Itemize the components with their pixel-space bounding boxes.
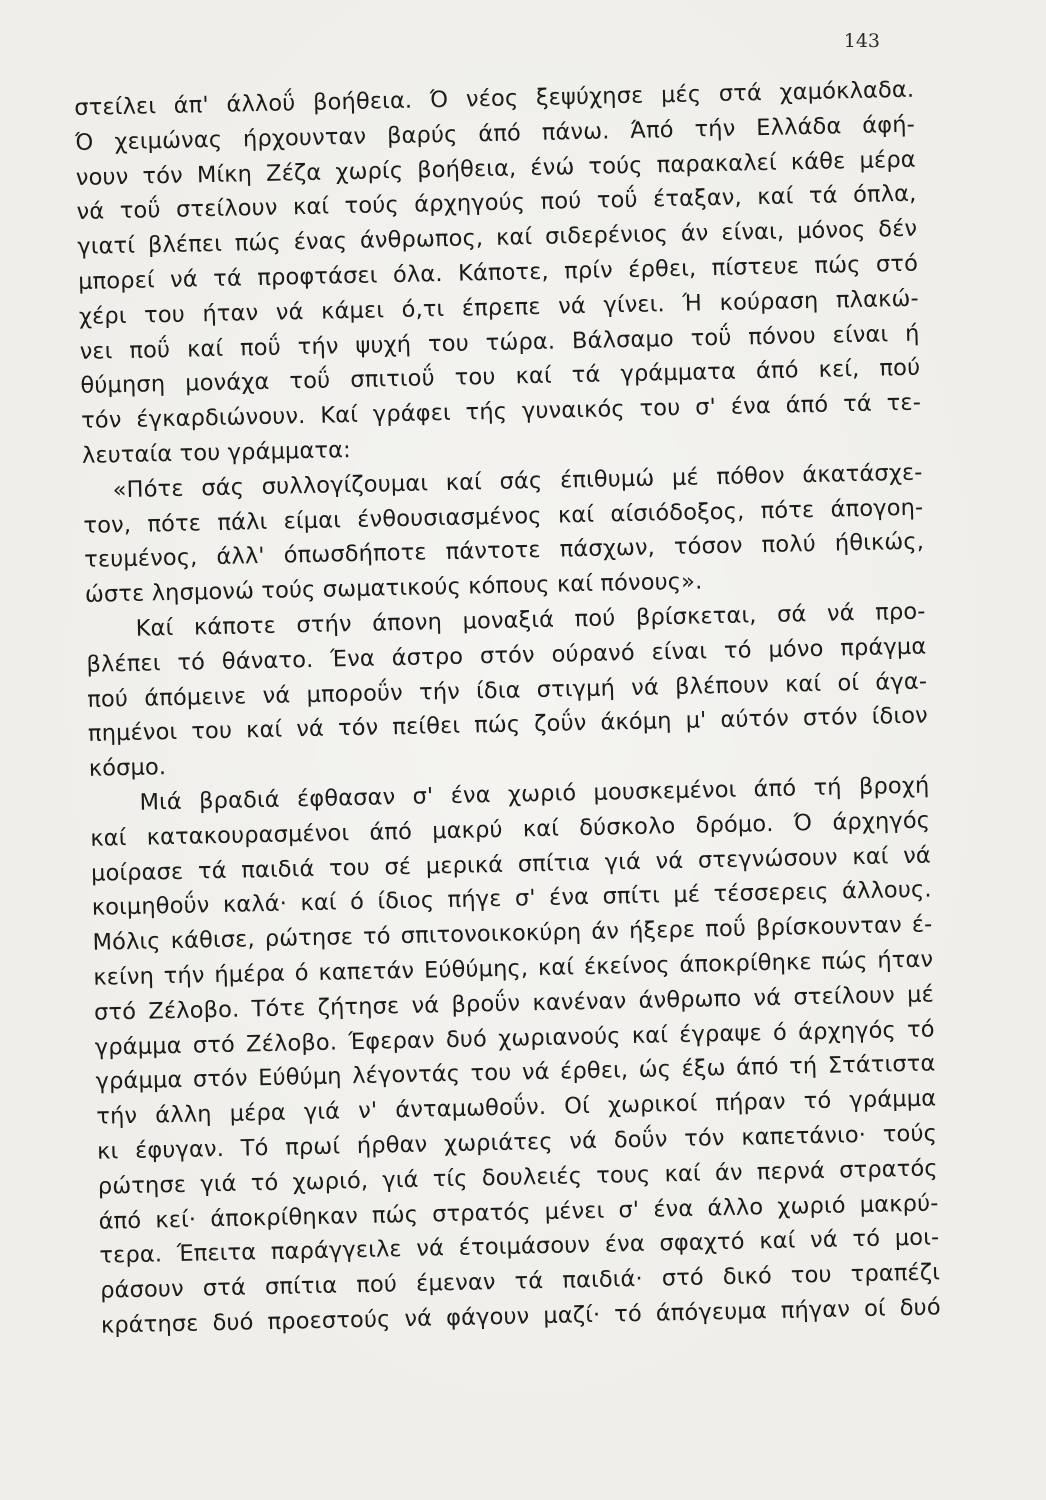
text-line: γιατί βλέπει πώς ένας άνθρωπος, καί σιδερένιος άν είναι, μόνος δέν — [77, 215, 918, 261]
text-line: γράμμα στόν Εύθύμη λέγοντάς του νά έρθει, ώς έξω άπό τή Στάτιστα — [95, 1050, 936, 1096]
text-line: πού άπόμεινε νά μποροΰν τήν ίδια στιγμή νά βλέπουν καί οί άγα- — [86, 668, 928, 713]
text-line: Καί κάποτε στήν άπονη μοναξιά πού βρίσκεται, σά νά προ- — [135, 598, 926, 642]
text-line: λευταία του γράμματα: — [81, 437, 352, 469]
body-text — [74, 73, 941, 1344]
text-line: κοιμηθοΰν καλά· καί ό ίδιος πήγε σ' ένα σπίτι μέ τέσσερεις άλλους. — [91, 876, 932, 922]
text-line: τήν άλλη μέρα γιά ν' άνταμωθοΰν. Οί χωρικοί πήραν τό γράμμα — [96, 1085, 937, 1130]
text-line: στείλει άπ' άλλοΰ βοήθεια. Ό νέος ξεψύχησε μές στά χαμόκλαδα. — [74, 76, 915, 121]
text-line: πημένοι του καί νά τόν πείθει πώς ζοΰν άκόμη μ' αύτόν στόν ίδιον — [87, 702, 929, 748]
text-line: νουν τόν Μίκη Ζέζα χωρίς βοήθεια, ένώ τούς παρακαλεί κάθε μέρα — [75, 146, 916, 191]
text-line: Μιά βραδιά έφθασαν σ' ένα χωριό μουσκεμένοι άπό τή βροχή — [139, 772, 930, 816]
text-line: κράτησε δυό προεστούς νά φάγουν μαζί· τό άπόγευμα πήγαν οί δυό — [100, 1294, 942, 1339]
text-line: καί κατακουρασμένοι άπό μακρύ καί δύσκολο δρόμο. Ό άρχηγός — [90, 807, 931, 852]
text-line: μπορεί νά τά προφτάσει όλα. Κάποτε, πρίν έρθει, πίστευε πώς στό — [77, 250, 919, 295]
text-line: μοίρασε τά παιδιά του σέ μερικά σπίτια γιά νά στεγνώσουν καί νά — [90, 842, 932, 887]
text-line: Μόλις κάθισε, ρώτησε τό σπιτονοικοκύρη άν ήξερε ποΰ βρίσκουνταν έ- — [92, 911, 933, 956]
text-line: χέρι του ήταν νά κάμει ό,τι έπρεπε νά γίνει. Ή κούραση πλακώ- — [78, 285, 920, 330]
text-line: κείνη τήν ήμέρα ό καπετάν Εύθύμης, καί έκείνος άποκρίθηκε πώς ήταν — [93, 946, 934, 991]
text-line: τερα. Έπειτα παράγγειλε νά έτοιμάσουν ένα σφαχτό καί νά τό μοι- — [99, 1224, 940, 1270]
text-line: γράμμα στό Ζέλοβο. Έφεραν δυό χωριανούς καί έγραψε ό άρχηγός τό — [94, 1015, 935, 1061]
text-line: Ό χειμώνας ήρχουνταν βαρύς άπό πάνω. Άπό τήν Ελλάδα άφή- — [74, 111, 916, 156]
quote-line: ώστε λησμονώ τούς σωματικούς κόπους καί πόνους». — [84, 568, 703, 609]
quote-line: τον, πότε πάλι είμαι ένθουσιασμένος καί αίσιόδοξος, πότε άπογοη- — [83, 494, 924, 539]
text-line: θύμηση μονάχα τοΰ σπιτιοΰ του καί τά γράμματα άπό κεί, πού — [80, 354, 921, 400]
text-line: βλέπει τό θάνατο. Ένα άστρο στόν ούρανό είναι τό μόνο πράγμα — [86, 633, 927, 678]
text-line: ράσουν στά σπίτια πού έμεναν τά παιδιά· στό δικό του τραπέζι — [99, 1259, 941, 1304]
text-line: ρώτησε γιά τό χωριό, γιά τίς δουλειές τους καί άν περνά στρατός — [97, 1155, 938, 1200]
text-line: κι έφυγαν. Τό πρωί ήρθαν χωριάτες νά δοΰν τόν καπετάνιο· τούς — [96, 1120, 938, 1165]
text-line: άπό κεί· άποκρίθηκαν πώς στρατός μένει σ' ένα άλλο χωριό μακρύ- — [98, 1189, 939, 1235]
page-number: 143 — [843, 30, 880, 52]
text-line: στό Ζέλοβο. Τότε ζήτησε νά βροΰν κανέναν άνθρωπο νά στείλουν μέ — [93, 981, 935, 1026]
text-line: νά τοΰ στείλουν καί τούς άρχηγούς πού τοΰ έταξαν, καί τά όπλα, — [76, 181, 917, 226]
text-line: τόν έγκαρδιώνουν. Καί γράφει τής γυναικός του σ' ένα άπό τά τε- — [80, 389, 922, 435]
quote-line: «Πότε σάς συλλογίζουμαι καί σάς έπιθυμώ μέ πόθον άκατάσχε- — [112, 459, 923, 504]
quote-line: τευμένος, άλλ' όπωσδήποτε πάντοτε πάσχων, τόσον πολύ ήθικώς, — [83, 528, 925, 574]
text-line: νει ποΰ καί ποΰ τήν ψυχή του τώρα. Βάλσαμο τοΰ πόνου είναι ή — [79, 320, 920, 365]
text-line: κόσμο. — [88, 754, 167, 782]
